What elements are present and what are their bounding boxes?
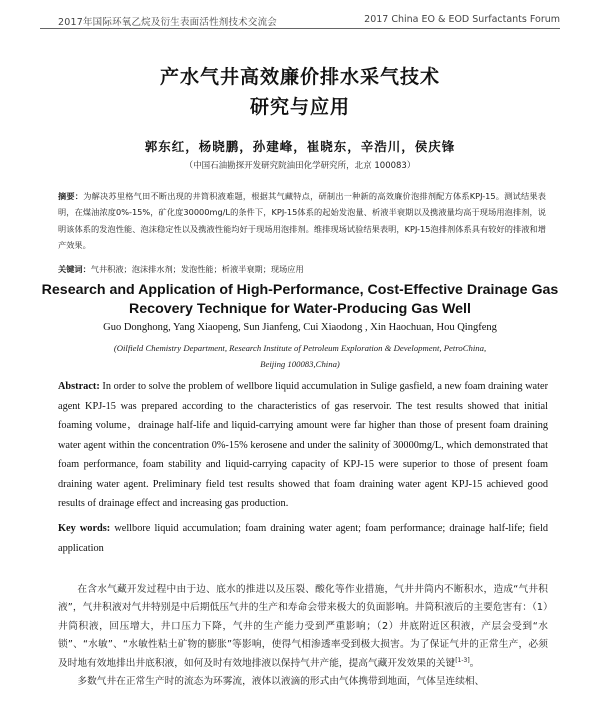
en-abstract-text: In order to solve the problem of wellbore liquid accumulation in Sulige gasfield, a new foam draining water agent KPJ-15 was prepared according to the characteristics of gas reservoir. The test results showed that initial foaming volume，drainage half-life and liquid-carrying amount were far higher than those of present foam draining water agent within the concentration 0%-15% kerosene and under the salinity of 30000mg/L, which demonstrated that foam performance, foam stability and liquid-carrying capacity of KPJ-15 were superior to those of present foam draining water agent. Preliminary field test results showed that foam draining water agent KPJ-15 achieved good results of drainage effect and increasing gas production. (58, 381, 548, 509)
cn-authors: 郭东红，杨晓鹏，孙建峰，崔晓东，辛浩川，侯庆锋 (144, 139, 456, 154)
en-keywords (58, 519, 548, 558)
body-paragraph-1 (58, 581, 548, 673)
body-text (58, 581, 548, 691)
page-header (0, 0, 600, 28)
body-paragraph-1-end: 。 (469, 657, 480, 669)
header-conference-cn: 2017年国际环氧乙烷及衍生表面活性剂技术交流会 (58, 17, 277, 28)
cn-keywords-text: 气井积液；泡沫排水剂；发泡性能；析液半衰期；现场应用 (90, 264, 304, 274)
body-paragraph-1-text: 在含水气藏开发过程中由于边、底水的推进以及压裂、酸化等作业措施，气井井筒内不断积水，造成“气井积液”，气井积液对气井特别是中后期低压气井的生产和寿命会带来极大的负面影响。井筒积液后的主要危害有：（1）井筒积液，回压增大，井口压力下降，气井的生产能力受到严重影响；（2）井底附近区积液，产层会受到“水锁”、“水敏”、“水敏性粘土矿物的膨胀”等影响，使得气相渗透率受到极大损害。为了保证气井的正常生产，必须及时地有效地排出井底积液，如何及时有效地排液以保持气井产能，提高气藏开发效果的关键 (58, 584, 548, 669)
en-authors: Guo Donghong, Yang Xiaopeng, Sun Jianfeng, Cui Xiaodong , Xin Haochuan, Hou Qingfeng (103, 322, 497, 333)
en-affiliation: (Oilfield Chemistry Department, Research Institute of Petroleum Exploration & Development, PetroChina, Beijing 100083,China) (113, 343, 487, 369)
citation-ref: [1-3] (455, 656, 470, 664)
en-keywords-label: Key words: (58, 523, 111, 534)
body-paragraph-2: 多数气井在正常生产时的流态为环雾流，液体以液滴的形式由气体携带到地面，气体呈连续相、 (77, 676, 485, 688)
cn-abstract-text: 为解决苏里格气田不断出现的井筒积液难题，根据其气藏特点，研制出一种新的高效廉价泡排剂配方体系KPJ-15。测试结果表明，在煤油浓度0%-15%，矿化度30000mg/L的条件下，KPJ-15体系的起始发泡量、析液半衰期以及携液量均高于现场用泡排剂，说明该体系的发泡性能、泡沫稳定性以及携液性能均好于现场用泡排剂。维排现场试验结果表明，KPJ-15泡排剂体系具有较好的排液和增产效果。 (58, 191, 546, 251)
en-abstract-label: Abstract: (58, 381, 100, 392)
cn-keywords-label: 关键词： (58, 264, 91, 274)
en-abstract (58, 377, 548, 514)
cn-title-line2: 研究与应用 (249, 96, 350, 118)
en-keywords-text: wellbore liquid accumulation; foam draining water agent; foam performance; drainage half-life; field application (58, 523, 549, 554)
header-rule (40, 28, 560, 29)
cn-keywords (58, 264, 546, 275)
cn-abstract-label: 摘要： (58, 191, 84, 201)
en-title: Research and Application of High-Performance, Cost-Effective Drainage Gas Recovery Technique for Water-Producing Gas Well (41, 282, 559, 317)
cn-affiliation: （中国石油勘探开发研究院油田化学研究所，北京 100083） (184, 161, 416, 171)
cn-abstract (58, 188, 546, 254)
header-conference-en: 2017 China EO & EOD Surfactants Forum (364, 14, 560, 25)
cn-title-line1: 产水气井高效廉价排水采气技术 (159, 66, 440, 88)
